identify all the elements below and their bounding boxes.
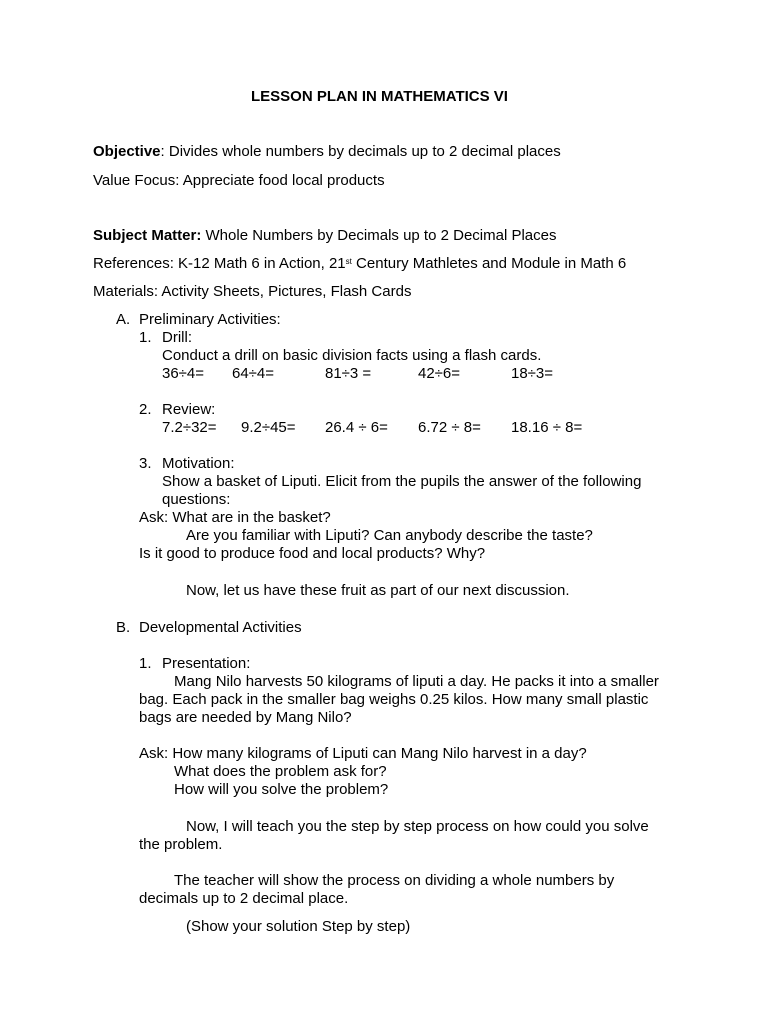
presentation-ask: What does the problem ask for? (174, 763, 387, 780)
motivation-line: questions: (162, 491, 231, 508)
review-item: 26.4 ÷ 6= (325, 419, 388, 436)
presentation-process: decimals up to 2 decimal place. (139, 890, 349, 907)
drill-item: 42÷6= (418, 365, 461, 382)
presentation-process: The teacher will show the process on dividing a whole numbers by (174, 872, 615, 889)
presentation-problem: Mang Nilo harvests 50 kilograms of liputi a day. He packs it into a smaller (174, 673, 659, 690)
presentation-teach: Now, I will teach you the step by step process on how could you solve (186, 818, 649, 835)
objective-label: Objective (93, 143, 161, 160)
presentation-show-solution: (Show your solution Step by step) (186, 918, 411, 935)
drill-items-row (0, 365, 768, 383)
presentation-ask: How will you solve the problem? (174, 781, 389, 798)
review-item: 6.72 ÷ 8= (418, 419, 481, 436)
review-title: Review: (162, 401, 216, 418)
review-items-row (0, 419, 768, 437)
subject-matter-label: Subject Matter: (93, 227, 202, 244)
review-number: 2. (139, 401, 152, 418)
presentation-problem: bag. Each pack in the smaller bag weighs 0.25 kilos. How many small plastic (139, 691, 649, 708)
presentation-teach: the problem. (139, 836, 223, 853)
motivation-closing: Now, let us have these fruit as part of our next discussion. (186, 582, 570, 599)
section-a-marker: A. (116, 311, 131, 328)
drill-instruction: Conduct a drill on basic division facts using a flash cards. (162, 347, 542, 364)
drill-item: 36÷4= (162, 365, 205, 382)
section-b-marker: B. (116, 619, 131, 636)
section-a-title: Preliminary Activities: (139, 311, 281, 328)
references-text-b: Century Mathletes and Module in Math 6 (351, 255, 627, 272)
subject-matter-line (93, 227, 557, 245)
motivation-title: Motivation: (162, 455, 235, 472)
motivation-ask: Ask: What are in the basket? (139, 509, 331, 526)
subject-matter-text: Whole Numbers by Decimals up to 2 Decimal Places (201, 227, 557, 244)
motivation-number: 3. (139, 455, 152, 472)
presentation-problem: bags are needed by Mang Nilo? (139, 709, 352, 726)
drill-item: 64÷4= (232, 365, 275, 382)
drill-item: 81÷3 = (325, 365, 372, 382)
references-superscript: st (345, 257, 352, 266)
references-line (93, 255, 626, 273)
presentation-number: 1. (139, 655, 152, 672)
motivation-line: Show a basket of Liputi. Elicit from the pupils the answer of the following (162, 473, 642, 490)
materials-line: Materials: Activity Sheets, Pictures, Flash Cards (93, 283, 412, 300)
motivation-question: Are you familiar with Liputi? Can anybody describe the taste? (186, 527, 593, 544)
document-title: LESSON PLAN IN MATHEMATICS VI (251, 88, 508, 105)
review-item: 7.2÷32= (162, 419, 217, 436)
references-text-a: References: K-12 Math 6 in Action, 21 (93, 255, 346, 272)
review-item: 18.16 ÷ 8= (511, 419, 583, 436)
drill-item: 18÷3= (511, 365, 554, 382)
drill-title: Drill: (162, 329, 192, 346)
review-item: 9.2÷45= (241, 419, 296, 436)
objective-text: : Divides whole numbers by decimals up to 2 decimal places (160, 143, 561, 160)
drill-number: 1. (139, 329, 152, 346)
objective-line (93, 143, 561, 161)
motivation-question: Is it good to produce food and local products? Why? (139, 545, 486, 562)
presentation-title: Presentation: (162, 655, 251, 672)
value-focus-line: Value Focus: Appreciate food local products (93, 172, 385, 189)
presentation-ask: Ask: How many kilograms of Liputi can Mang Nilo harvest in a day? (139, 745, 587, 762)
section-b-title: Developmental Activities (139, 619, 302, 636)
